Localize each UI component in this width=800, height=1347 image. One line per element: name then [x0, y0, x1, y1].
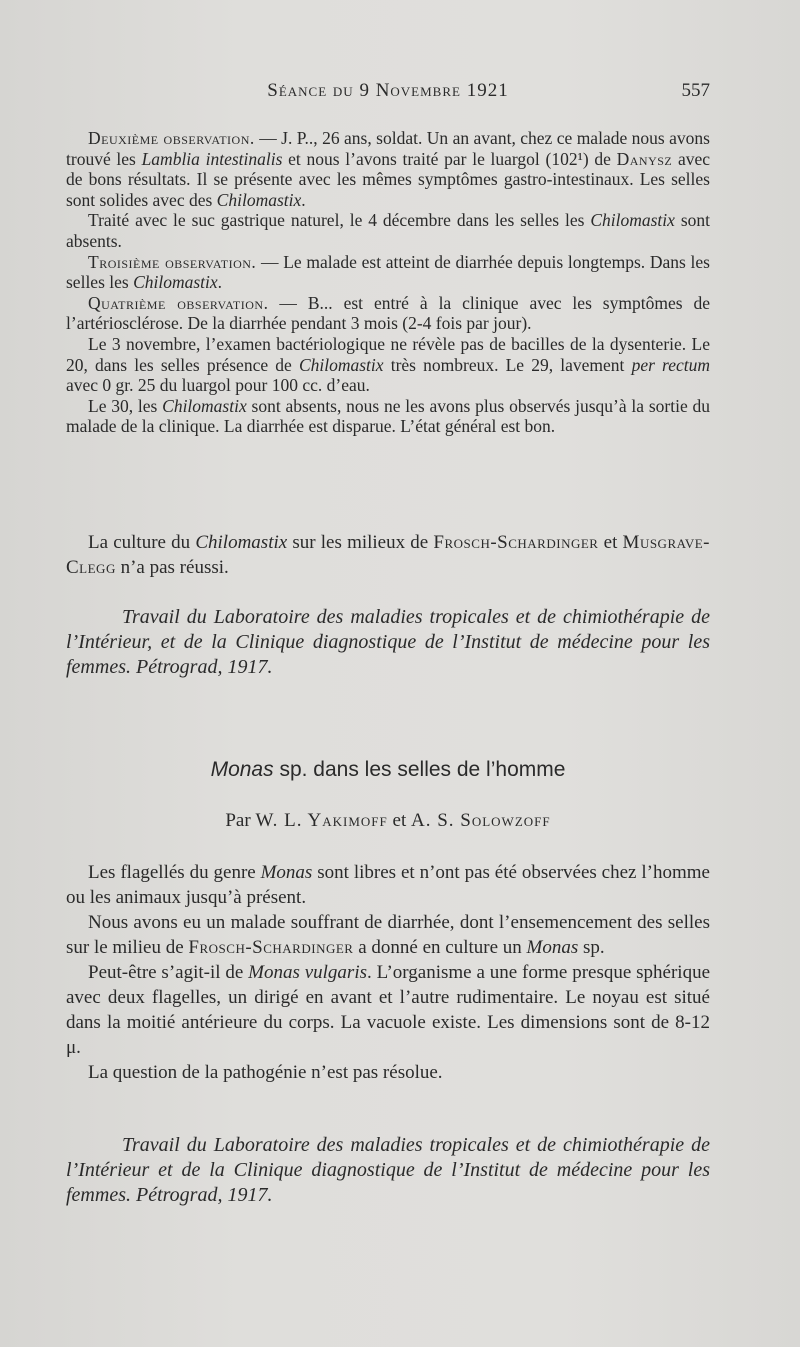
page-number: 557: [681, 80, 710, 101]
article-heading: [66, 758, 710, 782]
culture-paragraph: La culture du Chilomastix sur les milieux de Frosch-Schardinger et Musgrave-Clegg n’a pas réussi.: [66, 532, 710, 578]
author-name: A. S. Solowzoff: [410, 810, 551, 831]
author-names: Frosch-Schardinger: [188, 937, 354, 958]
genus-name: Chilomastix: [216, 189, 302, 210]
observation-label: Deuxième observation.: [88, 128, 255, 148]
laboratory-credit: Travail du Laboratoire des maladies tropicales et de chimiothérapie de l’Intérieur, et de la Clinique diagnostique de l’Institut de médecine pour les femmes. Pétrograd, 1917.: [66, 606, 710, 678]
fourth-observation-outcome: Le 30, les Chilomastix sont absents, nous ne les avons plus observés jusqu’à la sortie du malade de la clinique. La diarrhée est disparue. L’état général est bon.: [66, 395, 711, 437]
credit-first: [66, 605, 710, 680]
author-names: Musgrave-Clegg: [66, 532, 710, 578]
person-name: Danysz: [616, 148, 673, 169]
author-name: W. L. Yakimoff: [255, 810, 388, 831]
running-head: Séance du 9 Novembre 1921: [267, 80, 509, 101]
laboratory-credit: Travail du Laboratoire des maladies tropicales et de chimiothérapie de l’Intérieur et de la Clinique diagnostique de l’Institut de médecine pour les femmes. Pétrograd, 1917.: [66, 1134, 710, 1206]
page-header: [66, 80, 710, 110]
genus-name: Chilomastix: [195, 532, 288, 553]
article-body: [66, 860, 710, 1085]
genus-name: Monas: [526, 937, 579, 958]
genus-name: Monas: [210, 758, 274, 781]
byline: Par W. L. Yakimoff et A. S. Solowzoff: [225, 810, 551, 831]
observation-label: Troisième observation.: [88, 251, 257, 272]
latin-phrase: per rectum: [631, 354, 710, 375]
genus-name: Chilomastix: [162, 395, 247, 416]
second-observation: Deuxième observation. — J. P.., 26 ans, soldat. Un an avant, chez ce malade nous avons trouvé les Lamblia intestinalis et nous l’avons traité par le luargol (102¹) de Danysz avec de bons résultats. Il se présente avec les mêmes symptômes gastro-intestinaux. Les selles sont solides avec des Chilomastix.: [66, 128, 710, 210]
body-paragraph: Nous avons eu un malade souffrant de diarrhée, dont l’ensemencement des selles sur le milieu de Frosch-Schardinger a donné en culture un Monas sp.: [66, 912, 710, 958]
third-observation: Troisième observation. — Le malade est atteint de diarrhée depuis longtemps. Dans les selles les Chilomastix.: [66, 251, 710, 293]
article-title: Monas sp. dans les selles de l’homme: [210, 758, 566, 781]
body-paragraph: Peut-être s’agit-il de Monas vulgaris. L’organisme a une forme presque sphérique avec deux flagelles, un dirigé en avant et l’autre rudimentaire. Le noyau est situé dans la moitié antérieure du corps. La vacuole existe. Les dimensions sont de 8-12 μ.: [66, 962, 711, 1058]
body-paragraph: La question de la pathogénie n’est pas résolue.: [88, 1062, 443, 1083]
second-observation-treatment: Traité avec le suc gastrique naturel, le 4 décembre dans les selles les Chilomastix sont absents.: [66, 210, 710, 251]
genus-name: Chilomastix: [298, 354, 384, 375]
article-byline: [66, 810, 710, 832]
fourth-observation: Quatrième observation. — B... est entré à la clinique avec les symptômes de l’artériosclérose. De la diarrhée pendant 3 mois (2-4 fois par jour).: [66, 292, 710, 334]
species-name: Lamblia intestinalis: [141, 148, 283, 169]
species-name: Monas vulgaris: [248, 962, 368, 983]
author-names: Frosch-Schardinger: [433, 532, 599, 553]
observation-label: Quatrième observation.: [88, 292, 269, 313]
genus-name: Chilomastix: [590, 210, 675, 231]
body-paragraph: Les flagellés du genre Monas sont libres et n’ont pas été observées chez l’homme ou les animaux jusqu’à présent.: [66, 862, 710, 908]
fourth-observation-exam: Le 3 novembre, l’examen bactériologique ne révèle pas de bacilles de la dysenterie. Le 20, dans les selles présence de Chilomastix très nombreux. Le 29, lavement per rectum avec 0 gr. 25 du luargol pour 100 cc. d’eau.: [66, 333, 710, 396]
culture-section: [66, 530, 710, 580]
observations-section: [66, 128, 710, 437]
genus-name: Monas: [260, 862, 313, 883]
credit-second: [66, 1133, 710, 1208]
genus-name: Chilomastix: [133, 272, 218, 293]
